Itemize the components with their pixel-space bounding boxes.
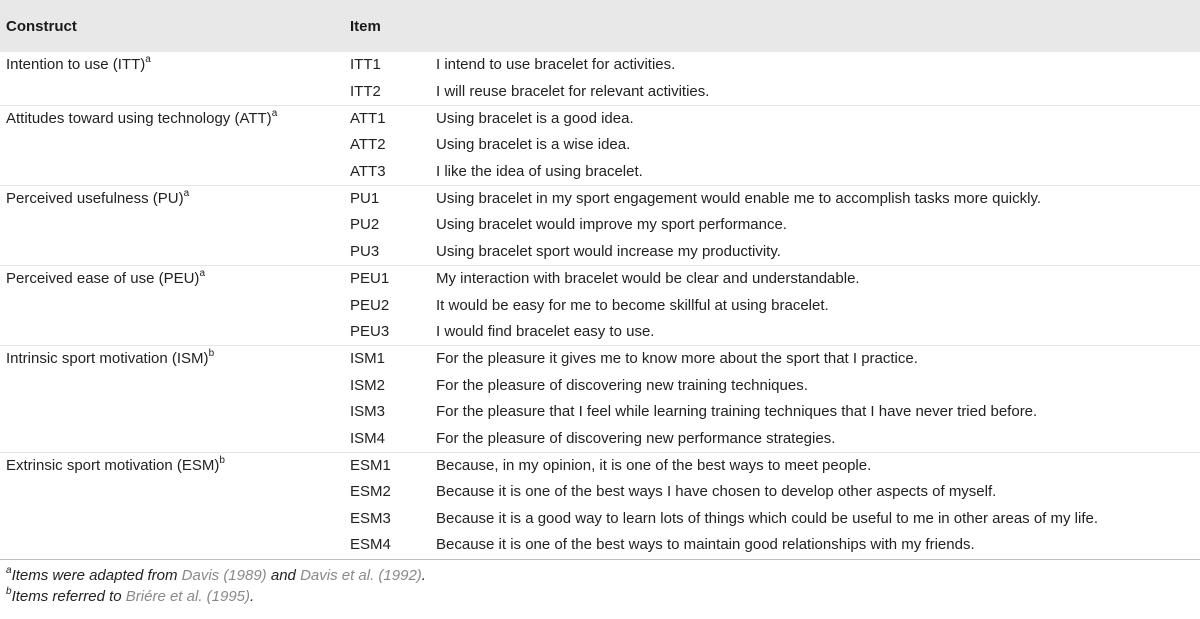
- footnote-a: [6, 565, 1194, 586]
- citation-davis-1989[interactable]: Davis (1989): [181, 566, 267, 584]
- item-code-cell: PEU1: [344, 266, 436, 293]
- item-code-cell: PEU2: [350, 296, 390, 314]
- footnote-b-post: .: [250, 587, 255, 605]
- item-text-cell: For the pleasure it gives me to know more about the sport that I practice.: [436, 346, 1200, 373]
- citation-briere-1995[interactable]: Briére et al. (1995): [125, 587, 251, 605]
- footnote-b-pre: Items referred to: [11, 587, 126, 605]
- item-code-cell: ATT1: [344, 105, 436, 132]
- construct-cell: [0, 426, 344, 453]
- item-text-cell: Using bracelet is a wise idea.: [436, 136, 631, 154]
- table-row: [0, 532, 1200, 559]
- table-row: [0, 426, 1200, 453]
- table-body: [0, 52, 1200, 559]
- item-text-cell: Because it is one of the best ways I have chosen to develop other aspects of myself.: [436, 483, 997, 501]
- table-row: [0, 346, 1200, 373]
- construct-footnote-mark: a: [145, 54, 151, 66]
- table-row: [0, 452, 1200, 479]
- header-item: Item: [350, 17, 381, 35]
- footnote-a-mark: a: [6, 564, 12, 576]
- table-row: [0, 105, 1200, 132]
- construct-name: Intrinsic sport motivation (ISM): [6, 350, 209, 368]
- item-code-cell: ESM4: [344, 532, 436, 559]
- construct-name: Intention to use (ITT): [6, 56, 146, 74]
- construct-footnote-mark: b: [208, 348, 215, 360]
- construct-cell: [0, 292, 344, 319]
- table-row: [0, 479, 1200, 506]
- construct-cell: [0, 159, 344, 186]
- construct-cell: [0, 372, 344, 399]
- item-code-cell: ATT2: [350, 136, 386, 154]
- item-text-cell: It would be easy for me to become skillful at using bracelet.: [436, 296, 829, 314]
- item-text-cell: Using bracelet in my sport engagement would enable me to accomplish tasks more quickly.: [436, 185, 1200, 212]
- item-text-cell: Using bracelet is a good idea.: [436, 105, 1200, 132]
- construct-footnote-mark: a: [271, 107, 278, 119]
- item-code-cell: ESM1: [344, 452, 436, 479]
- construct-cell: [0, 239, 344, 266]
- table-row: [0, 159, 1200, 186]
- construct-cell: [0, 105, 344, 132]
- header-item-text: [436, 0, 1200, 52]
- construct-cell: [0, 319, 344, 346]
- construct-cell: [0, 132, 344, 159]
- construct-cell: [0, 479, 344, 506]
- table-row: [0, 185, 1200, 212]
- citation-davis-1992[interactable]: Davis et al. (1992): [300, 566, 422, 584]
- construct-cell: [0, 346, 344, 373]
- construct-cell: [0, 185, 344, 212]
- table-row: [0, 266, 1200, 293]
- table-footnotes: [0, 560, 1200, 607]
- item-text-cell: My interaction with bracelet would be clear and understandable.: [436, 266, 1200, 293]
- table-row: [0, 212, 1200, 239]
- header-construct: Construct: [6, 17, 77, 35]
- footnote-a-pre: Items were adapted from: [11, 566, 182, 584]
- item-code-cell: ESM2: [350, 483, 391, 501]
- table-row: [0, 372, 1200, 399]
- header-row: [0, 0, 1200, 52]
- table-row: [0, 399, 1200, 426]
- construct-footnote-mark: a: [183, 188, 190, 200]
- item-code-cell: PEU3: [350, 322, 390, 340]
- construct-cell: [0, 79, 344, 106]
- item-text-cell: I intend to use bracelet for activities.: [436, 56, 676, 74]
- item-code-cell: ESM3: [350, 510, 391, 528]
- table-row: [0, 292, 1200, 319]
- construct-cell: [0, 506, 344, 533]
- construct-cell: [0, 212, 344, 239]
- item-code-cell: PU1: [344, 185, 436, 212]
- construct-name: Attitudes toward using technology (ATT): [6, 109, 272, 127]
- table-row: [0, 506, 1200, 533]
- construct-name: Perceived usefulness (PU): [6, 190, 184, 208]
- item-code-cell: ITT1: [350, 56, 381, 74]
- footnote-a-mid: and: [266, 566, 301, 584]
- item-text-cell: Because, in my opinion, it is one of the best ways to meet people.: [436, 452, 1200, 479]
- construct-cell: [0, 266, 344, 293]
- table-row: [0, 319, 1200, 346]
- item-text-cell: I would find bracelet easy to use.: [436, 322, 655, 340]
- item-text-cell: Because it is a good way to learn lots of things which could be useful to me in other areas of my life.: [436, 510, 1099, 528]
- item-code-cell: ITT2: [350, 82, 381, 100]
- item-code-cell: ISM4: [350, 429, 386, 447]
- item-text-cell: Using bracelet sport would increase my productivity.: [436, 242, 781, 260]
- item-text-cell: For the pleasure of discovering new training techniques.: [436, 376, 808, 394]
- construct-cell: [0, 452, 344, 479]
- footnote-b: [6, 586, 1194, 607]
- construct-name: Extrinsic sport motivation (ESM): [6, 456, 220, 474]
- item-code-cell: PU2: [350, 216, 380, 234]
- item-code-cell: ISM1: [344, 346, 436, 373]
- table-row: [0, 79, 1200, 106]
- item-code-cell: ISM2: [350, 376, 386, 394]
- construct-cell: [0, 532, 344, 559]
- item-text-cell: I like the idea of using bracelet.: [436, 162, 643, 180]
- table-row: [0, 132, 1200, 159]
- item-text-cell: Using bracelet would improve my sport performance.: [436, 216, 787, 234]
- construct-cell: [0, 52, 344, 79]
- construct-footnote-mark: a: [199, 268, 205, 280]
- footnote-a-post: .: [421, 566, 426, 584]
- table-row: [0, 239, 1200, 266]
- item-text-cell: I will reuse bracelet for relevant activities.: [436, 82, 710, 100]
- construct-cell: [0, 399, 344, 426]
- item-code-cell: ISM3: [350, 403, 386, 421]
- table-header: [0, 0, 1200, 52]
- item-code-cell: PU3: [350, 242, 380, 260]
- table-row: [0, 52, 1200, 79]
- item-text-cell: For the pleasure that I feel while learning training techniques that I have never tried before.: [436, 403, 1038, 421]
- item-code-cell: ATT3: [350, 162, 386, 180]
- item-text-cell: For the pleasure of discovering new performance strategies.: [436, 429, 836, 447]
- footnote-b-mark: b: [6, 585, 12, 597]
- construct-footnote-mark: b: [219, 454, 225, 466]
- item-text-cell: Because it is one of the best ways to maintain good relationships with my friends.: [436, 532, 1200, 559]
- construct-name: Perceived ease of use (PEU): [6, 270, 200, 288]
